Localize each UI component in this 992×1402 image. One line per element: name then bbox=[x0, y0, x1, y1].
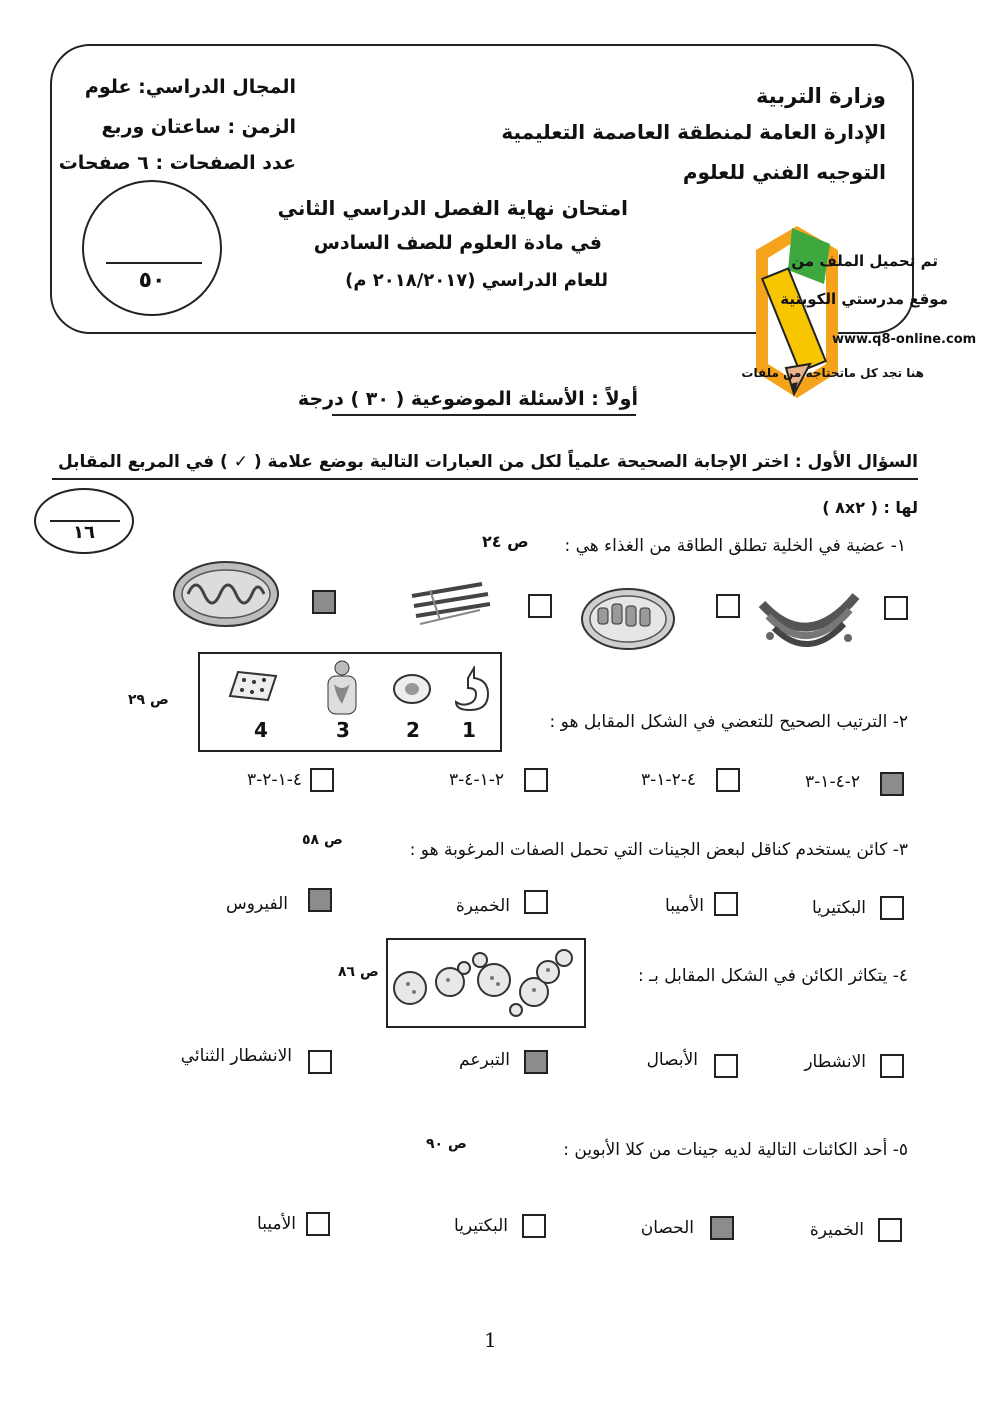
q3-option-3-label: الخميرة bbox=[455, 896, 510, 916]
q4-page-ref: ص ٨٦ bbox=[338, 964, 379, 980]
page-number: 1 bbox=[484, 1328, 497, 1352]
sub-score-oval bbox=[34, 488, 134, 554]
q3-option-3-checkbox[interactable] bbox=[524, 890, 548, 914]
figure-number-1: 1 bbox=[462, 718, 476, 742]
watermark-line2: موقع مدرستي الكويتية bbox=[780, 290, 948, 308]
guidance-name: التوجيه الفني للعلوم bbox=[682, 160, 886, 184]
figure-number-4: 4 bbox=[254, 718, 268, 742]
q2-page-ref: ص ٢٩ bbox=[128, 692, 169, 708]
tissue-image bbox=[228, 668, 278, 704]
body-system-image bbox=[320, 660, 364, 716]
q3-option-1-label: البكتيريا bbox=[812, 898, 866, 918]
q4-option-2-label: الأبصال bbox=[646, 1050, 698, 1070]
q1-page-ref: ص ٢٤ bbox=[482, 532, 529, 551]
cytoskeleton-image bbox=[410, 580, 492, 630]
q2-option-4-checkbox[interactable] bbox=[310, 768, 334, 792]
q2-text: ٢- الترتيب الصحيح للتعضي في الشكل المقابل هو : bbox=[549, 712, 908, 732]
q4-option-2-checkbox[interactable] bbox=[714, 1054, 738, 1078]
figure-number-3: 3 bbox=[336, 718, 350, 742]
field-label: المجال الدراسي: علوم bbox=[84, 76, 296, 98]
q5-option-2-label: الحصان bbox=[640, 1218, 694, 1238]
q3-page-ref: ص ٥٨ bbox=[302, 832, 343, 848]
question-heading-underline bbox=[52, 478, 918, 480]
exam-year: للعام الدراسي (٢٠١٨/٢٠١٧ م) bbox=[345, 270, 608, 291]
chloroplast-image bbox=[578, 584, 678, 654]
q5-option-3-checkbox[interactable] bbox=[522, 1214, 546, 1238]
q4-option-4-checkbox[interactable] bbox=[308, 1050, 332, 1074]
ministry-name: وزارة التربية bbox=[755, 84, 886, 108]
q5-text: ٥- أحد الكائنات التالية لديه جينات من كلا الأبوين : bbox=[563, 1140, 908, 1160]
q3-option-4-label: الفيروس bbox=[226, 894, 288, 914]
score-divider bbox=[106, 262, 202, 264]
watermark-line4: هنا تجد كل ماتحتاجه من ملفات bbox=[741, 366, 924, 380]
q3-option-2-label: الأميبا bbox=[665, 896, 704, 916]
q4-option-4-label: الانشطار الثنائي bbox=[180, 1046, 292, 1066]
sub-score-value: ١٦ bbox=[73, 522, 95, 543]
q1-option-2-checkbox[interactable] bbox=[716, 594, 740, 618]
q3-option-2-checkbox[interactable] bbox=[714, 892, 738, 916]
q4-figure-box bbox=[386, 938, 586, 1028]
exam-title: امتحان نهاية الفصل الدراسي الثاني bbox=[277, 196, 628, 220]
q2-option-2-label: ٤-٢-١-٣ bbox=[641, 770, 696, 790]
q4-option-3-checkbox[interactable] bbox=[524, 1050, 548, 1074]
total-score-value: ٥٠ bbox=[138, 268, 166, 293]
sub-score-label: لها : ( ٨x٢ ) bbox=[822, 498, 918, 517]
total-score-circle bbox=[82, 180, 222, 316]
q5-option-4-label: الأميبا bbox=[257, 1214, 296, 1234]
q4-option-1-label: الانشطار bbox=[804, 1052, 866, 1072]
yeast-budding-image bbox=[388, 940, 584, 1026]
q2-option-2-checkbox[interactable] bbox=[716, 768, 740, 792]
section-title-underline bbox=[332, 414, 636, 416]
q2-option-4-label: ٤-١-٢-٣ bbox=[247, 770, 302, 790]
q3-option-4-checkbox[interactable] bbox=[308, 888, 332, 912]
q5-option-1-label: الخميرة bbox=[809, 1220, 864, 1240]
golgi-apparatus-image bbox=[756, 584, 860, 658]
watermark-line1: تم تحميل الملف من bbox=[791, 252, 938, 270]
q4-text: ٤- يتكاثر الكائن في الشكل المقابل بـ : bbox=[638, 966, 908, 986]
admin-name: الإدارة العامة لمنطقة العاصمة التعليمية bbox=[501, 120, 886, 144]
q5-option-1-checkbox[interactable] bbox=[878, 1218, 902, 1242]
question-heading: السؤال الأول : اختر الإجابة الصحيحة علمياً لكل من العبارات التالية بوضع علامة ( ✓ ) في المربع المقابل bbox=[57, 452, 918, 472]
stomach-image bbox=[452, 666, 492, 714]
q3-option-1-checkbox[interactable] bbox=[880, 896, 904, 920]
q2-option-1-label: ٢-٤-١-٣ bbox=[805, 772, 860, 792]
mitochondrion-image bbox=[170, 556, 282, 630]
q1-option-4-checkbox[interactable] bbox=[312, 590, 336, 614]
q2-option-1-checkbox[interactable] bbox=[880, 772, 904, 796]
pages-label: عدد الصفحات : ٦ صفحات bbox=[58, 152, 296, 174]
q5-option-4-checkbox[interactable] bbox=[306, 1212, 330, 1236]
q4-option-1-checkbox[interactable] bbox=[880, 1054, 904, 1078]
exam-subject: في مادة العلوم للصف السادس bbox=[313, 232, 602, 254]
figure-number-2: 2 bbox=[406, 718, 420, 742]
q1-text: ١- عضية في الخلية تطلق الطاقة من الغذاء هي : bbox=[564, 536, 906, 556]
cell-image bbox=[392, 672, 432, 706]
q5-option-2-checkbox[interactable] bbox=[710, 1216, 734, 1240]
q5-page-ref: ص ٩٠ bbox=[426, 1136, 467, 1152]
q2-option-3-checkbox[interactable] bbox=[524, 768, 548, 792]
q3-text: ٣- كائن يستخدم كناقل لبعض الجينات التي تحمل الصفات المرغوبة هو : bbox=[409, 840, 908, 860]
q5-option-3-label: البكتيريا bbox=[454, 1216, 508, 1236]
q4-option-3-label: التبرعم bbox=[459, 1050, 510, 1070]
time-label: الزمن : ساعتان وربع bbox=[101, 116, 296, 138]
q1-option-3-checkbox[interactable] bbox=[528, 594, 552, 618]
q2-figure-box bbox=[198, 652, 502, 752]
watermark-url: www.q8-online.com bbox=[832, 332, 977, 347]
section-title: أولاً : الأسئلة الموضوعية ( ٣٠ ) درجة bbox=[297, 388, 638, 410]
q1-option-1-checkbox[interactable] bbox=[884, 596, 908, 620]
q2-option-3-label: ٢-١-٤-٣ bbox=[449, 770, 504, 790]
